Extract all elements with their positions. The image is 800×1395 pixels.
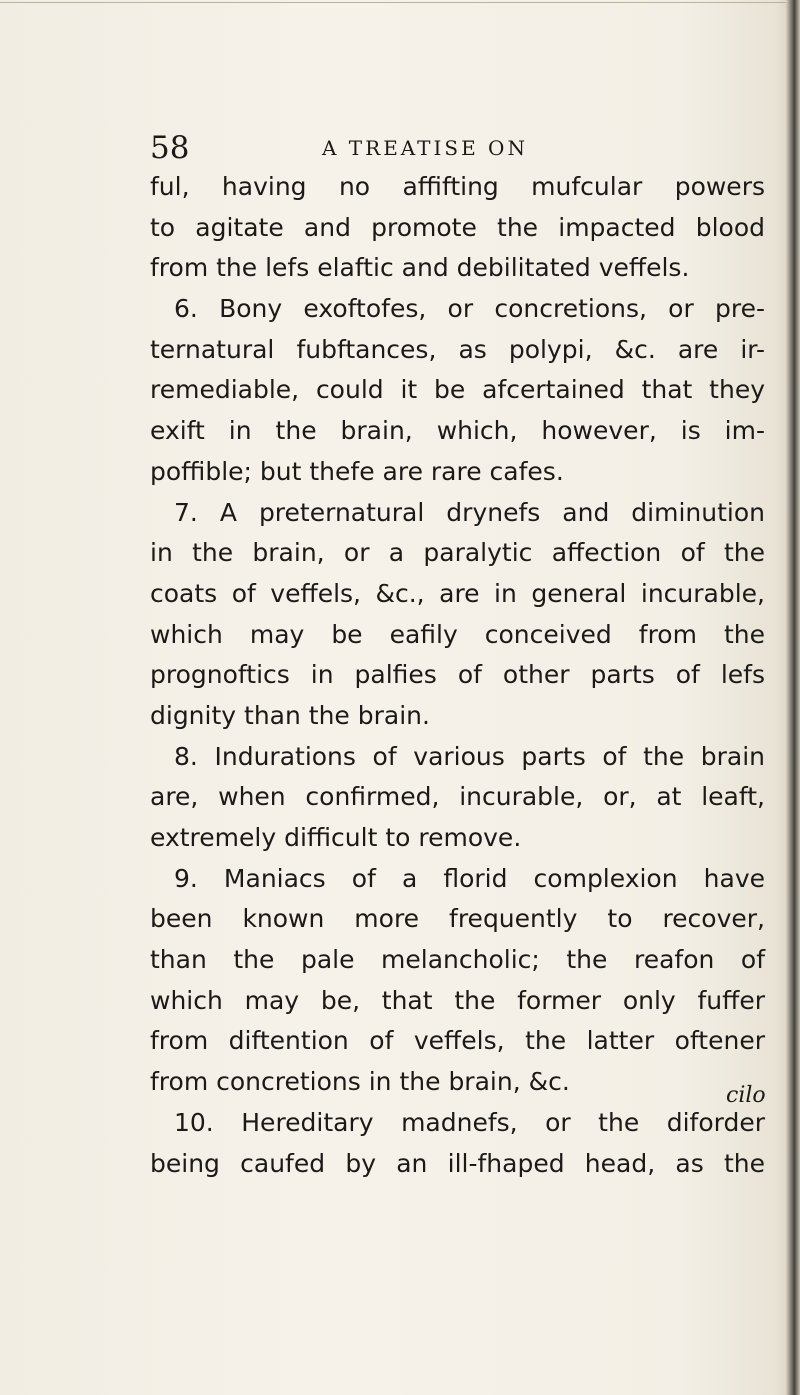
text-line: which may be eafily conceived from the xyxy=(150,619,765,649)
text-line: which may be, that the former only fuffer xyxy=(150,985,765,1015)
text-line: 7. A preternatural drynefs and diminution xyxy=(174,497,765,527)
text-line: being caufed by an ill-fhaped head, as the xyxy=(150,1148,765,1178)
text-line: ful, having no affifting mufcular powers xyxy=(150,172,765,201)
body-text xyxy=(150,167,765,1184)
text-line: 6. Bony exoftofes, or concretions, or pre- xyxy=(174,294,765,324)
page-binding-edge xyxy=(786,0,800,1395)
catchword: cilo xyxy=(726,1083,766,1108)
text-line: than the pale melancholic; the reafon of xyxy=(150,945,765,975)
text-line: from concretions in the brain, &c. xyxy=(150,1067,570,1097)
text-line: ternatural fubftances, as polypi, &c. are ir- xyxy=(150,334,765,364)
text-line: 10. Hereditary madnefs, or the diforder xyxy=(174,1107,765,1137)
text-line: prognoftics in palfies of other parts of lefs xyxy=(150,660,765,690)
text-line: remediable, could it be afcertained that they xyxy=(150,375,765,405)
page-header xyxy=(150,128,750,168)
text-line: 9. Maniacs of a florid complexion have xyxy=(174,863,765,893)
text-line: been known more frequently to recover, xyxy=(150,904,765,934)
text-line: extremely difficult to remove. xyxy=(150,823,522,852)
text-line: exift in the brain, which, however, is im- xyxy=(150,416,765,446)
running-title: A TREATISE ON xyxy=(322,136,528,160)
text-line: coats of veffels, &c., are in general incurable, xyxy=(150,578,765,608)
text-line: to agitate and promote the impacted blood xyxy=(150,212,765,242)
text-line: from diftention of veffels, the latter oftener xyxy=(150,1026,765,1056)
top-edge-rule xyxy=(0,2,790,3)
text-line: from the lefs elaftic and debilitated veffels. xyxy=(150,253,690,283)
text-line: poffible; but thefe are rare cafes. xyxy=(150,456,564,486)
text-line: dignity than the brain. xyxy=(150,700,430,730)
page-number: 58 xyxy=(150,130,190,166)
text-line: are, when confirmed, incurable, or, at leaft, xyxy=(150,782,765,812)
text-line: in the brain, or a paralytic affection of the xyxy=(150,538,765,568)
text-line: 8. Indurations of various parts of the brain xyxy=(174,741,765,771)
